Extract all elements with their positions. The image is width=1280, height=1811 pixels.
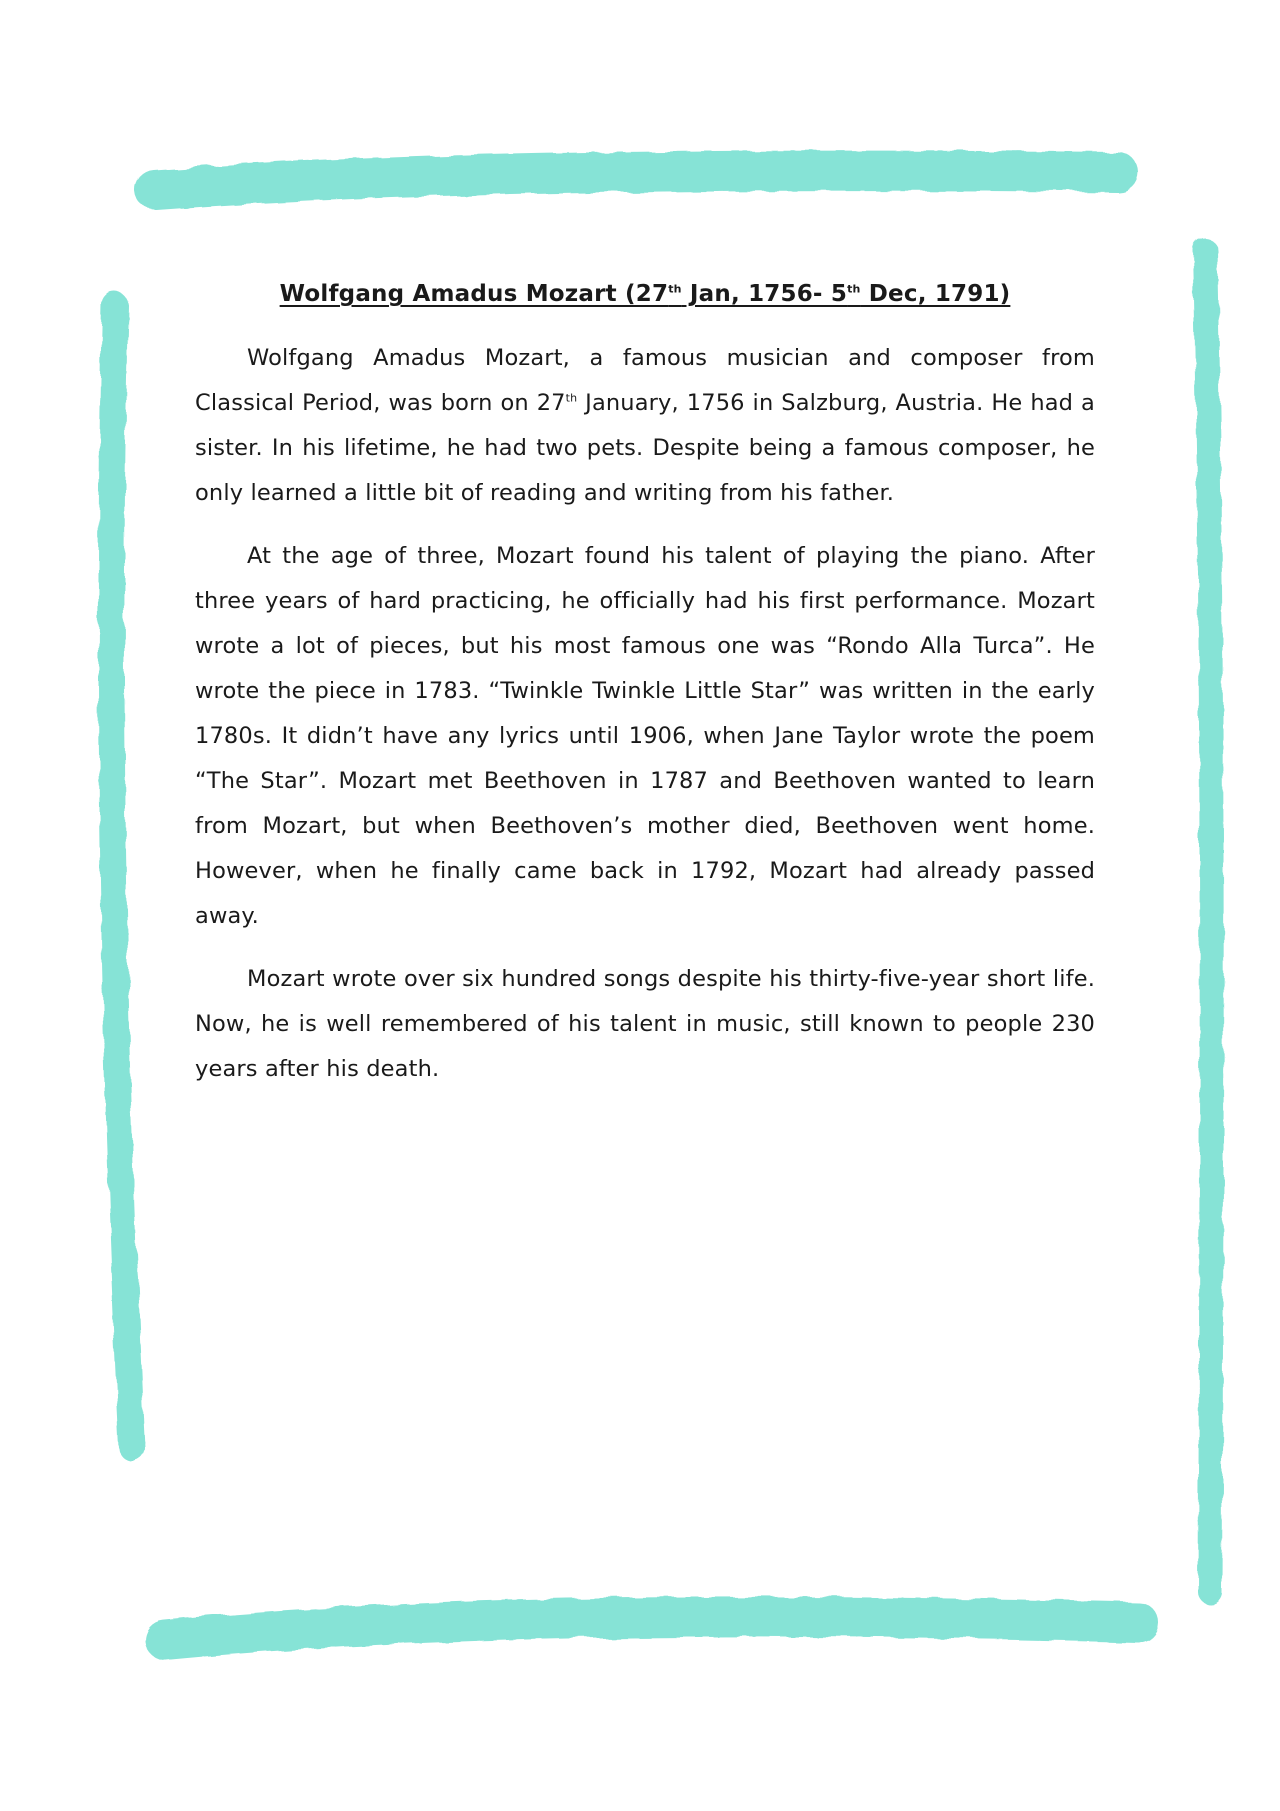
paragraph-1: [195, 336, 1095, 516]
title-text-end: Dec, 1791): [860, 281, 1011, 307]
document-title: [195, 280, 1095, 310]
paragraph-2: At the age of three, Mozart found his talent of playing the piano. After three years of hard practicing, he officially had his first performance. Mozart wrote a lot of pieces, but his most famous one was “Rondo Alla Turca”. He wrote the piece in 1783. “Twinkle Twinkle Little Star” was written in the early 1780s. It didn’t have any lyrics until 1906, when Jane Taylor wrote the poem “The Star”. Mozart met Beethoven in 1787 and Beethoven wanted to learn from Mozart, but when Beethoven’s mother died, Beethoven went home. However, when he finally came back in 1792, Mozart had already passed away.: [195, 542, 1095, 929]
title-superscript-1: th: [668, 282, 682, 296]
title-superscript-2: th: [847, 282, 861, 296]
paragraph-1-superscript: th: [565, 391, 578, 405]
right-brush-stroke: [1205, 250, 1212, 1592]
paragraph-3: Mozart wrote over six hundred songs despite his thirty-five-year short life. Now, he is well remembered of his talent in music, still known to people 230 years after his death.: [195, 965, 1095, 1082]
paragraph-1-text-start: Wolfgang Amadus Mozart, a famous musician and composer from Classical Period, was born on 27: [195, 344, 1095, 416]
paragraph-1-text-end: January, 1756 in Salzburg, Austria. He had a sister. In his lifetime, he had two pets. Despite being a famous composer, he only learned a little bit of reading and writing from his father.: [195, 389, 1095, 506]
left-brush-stroke: [111, 305, 132, 1448]
top-brush-stroke: [155, 171, 1118, 190]
document-body: [195, 280, 1095, 1110]
title-text-middle: Jan, 1756- 5: [681, 281, 848, 307]
title-text-start: Wolfgang Amadus Mozart (27: [279, 281, 669, 307]
bottom-brush-stroke: [165, 1617, 1138, 1640]
